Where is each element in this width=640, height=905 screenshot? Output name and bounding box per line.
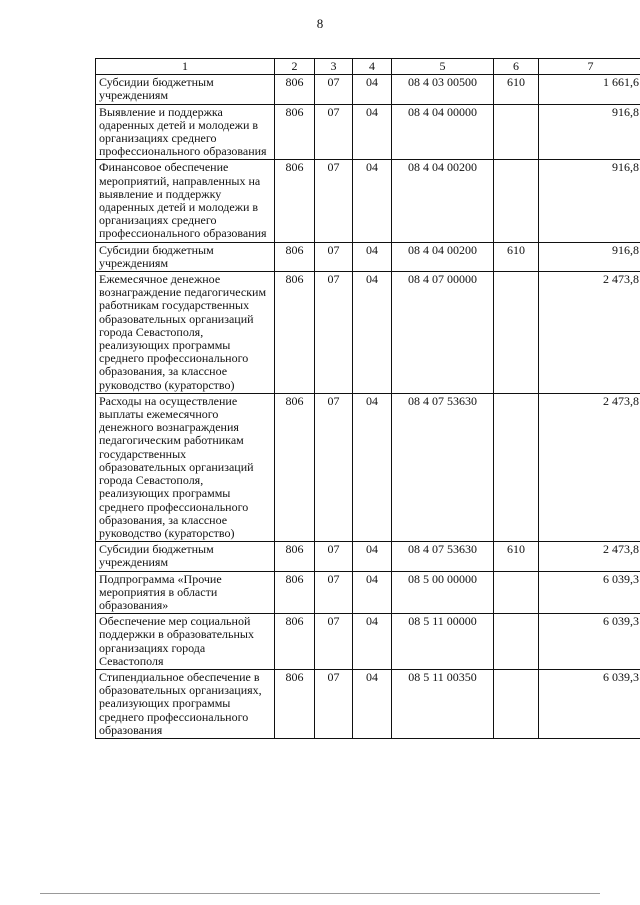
header-col-7: 7 <box>539 59 640 75</box>
cell-amount: 2 473,8 <box>539 272 640 394</box>
cell-section: 07 <box>315 272 353 394</box>
cell-target-article: 08 4 07 53630 <box>392 542 494 571</box>
cell-target-article: 08 4 03 00500 <box>392 75 494 104</box>
cell-subsection: 04 <box>353 104 392 160</box>
cell-admin-code: 806 <box>275 104 315 160</box>
cell-subsection: 04 <box>353 393 392 541</box>
cell-amount: 1 661,6 <box>539 75 640 104</box>
cell-name: Расходы на осуществление выплаты ежемесячного денежного вознаграждения педагогическим работникам государственных образовательных организаций города Севастополя, реализующих программы среднего профессионального образования, за классное руководство (кураторство) <box>96 393 275 541</box>
cell-target-article: 08 4 04 00200 <box>392 160 494 242</box>
cell-amount: 2 473,8 <box>539 542 640 571</box>
cell-expense-type <box>494 669 539 738</box>
cell-target-article: 08 4 04 00000 <box>392 104 494 160</box>
cell-expense-type <box>494 272 539 394</box>
cell-subsection: 04 <box>353 614 392 670</box>
cell-admin-code: 806 <box>275 242 315 271</box>
cell-expense-type <box>494 571 539 614</box>
cell-subsection: 04 <box>353 571 392 614</box>
table-row <box>96 614 640 670</box>
cell-subsection: 04 <box>353 669 392 738</box>
cell-section: 07 <box>315 571 353 614</box>
cell-amount: 6 039,3 <box>539 614 640 670</box>
cell-section: 07 <box>315 75 353 104</box>
table-row <box>96 393 640 541</box>
cell-target-article: 08 5 11 00000 <box>392 614 494 670</box>
cell-expense-type <box>494 160 539 242</box>
cell-section: 07 <box>315 614 353 670</box>
cell-name: Субсидии бюджетным учреждениям <box>96 242 275 271</box>
page-bottom-rule <box>40 893 600 894</box>
budget-table <box>95 58 640 739</box>
cell-expense-type: 610 <box>494 75 539 104</box>
cell-subsection: 04 <box>353 542 392 571</box>
table-row <box>96 669 640 738</box>
table-row <box>96 75 640 104</box>
cell-target-article: 08 4 04 00200 <box>392 242 494 271</box>
table-row <box>96 571 640 614</box>
cell-target-article: 08 4 07 00000 <box>392 272 494 394</box>
cell-subsection: 04 <box>353 272 392 394</box>
cell-name: Подпрограмма «Прочие мероприятия в области образования» <box>96 571 275 614</box>
cell-expense-type: 610 <box>494 542 539 571</box>
cell-amount: 6 039,3 <box>539 669 640 738</box>
cell-target-article: 08 5 00 00000 <box>392 571 494 614</box>
cell-target-article: 08 5 11 00350 <box>392 669 494 738</box>
cell-name: Ежемесячное денежное вознаграждение педагогическим работникам государственных образовательных организаций города Севастополя, реализующих программы среднего профессионального образования, за классное руководство (кураторство) <box>96 272 275 394</box>
table-row <box>96 160 640 242</box>
cell-name: Субсидии бюджетным учреждениям <box>96 542 275 571</box>
cell-subsection: 04 <box>353 242 392 271</box>
header-col-6: 6 <box>494 59 539 75</box>
cell-section: 07 <box>315 393 353 541</box>
cell-section: 07 <box>315 669 353 738</box>
cell-name: Выявление и поддержка одаренных детей и молодежи в организациях среднего профессионального образования <box>96 104 275 160</box>
cell-admin-code: 806 <box>275 160 315 242</box>
cell-amount: 6 039,3 <box>539 571 640 614</box>
cell-admin-code: 806 <box>275 614 315 670</box>
cell-amount: 916,8 <box>539 104 640 160</box>
header-col-4: 4 <box>353 59 392 75</box>
cell-subsection: 04 <box>353 75 392 104</box>
cell-section: 07 <box>315 542 353 571</box>
cell-amount: 916,8 <box>539 242 640 271</box>
cell-admin-code: 806 <box>275 542 315 571</box>
cell-expense-type: 610 <box>494 242 539 271</box>
cell-admin-code: 806 <box>275 393 315 541</box>
cell-name: Субсидии бюджетным учреждениям <box>96 75 275 104</box>
cell-section: 07 <box>315 104 353 160</box>
cell-admin-code: 806 <box>275 669 315 738</box>
table-row <box>96 272 640 394</box>
header-col-5: 5 <box>392 59 494 75</box>
cell-admin-code: 806 <box>275 75 315 104</box>
cell-amount: 916,8 <box>539 160 640 242</box>
cell-admin-code: 806 <box>275 571 315 614</box>
table-row <box>96 242 640 271</box>
cell-name: Стипендиальное обеспечение в образовательных организациях, реализующих программы среднего профессионального образования <box>96 669 275 738</box>
cell-name: Обеспечение мер социальной поддержки в образовательных организациях города Севастополя <box>96 614 275 670</box>
header-col-1: 1 <box>96 59 275 75</box>
cell-subsection: 04 <box>353 160 392 242</box>
cell-section: 07 <box>315 242 353 271</box>
cell-amount: 2 473,8 <box>539 393 640 541</box>
cell-expense-type <box>494 104 539 160</box>
table-header-row <box>96 59 640 75</box>
header-col-2: 2 <box>275 59 315 75</box>
cell-admin-code: 806 <box>275 272 315 394</box>
cell-section: 07 <box>315 160 353 242</box>
page-number: 8 <box>316 16 324 31</box>
cell-name: Финансовое обеспечение мероприятий, направленных на выявление и поддержку одаренных детей и молодежи в организациях среднего профессионального образования <box>96 160 275 242</box>
cell-expense-type <box>494 614 539 670</box>
cell-target-article: 08 4 07 53630 <box>392 393 494 541</box>
cell-expense-type <box>494 393 539 541</box>
header-col-3: 3 <box>315 59 353 75</box>
table-row <box>96 104 640 160</box>
table-row <box>96 542 640 571</box>
